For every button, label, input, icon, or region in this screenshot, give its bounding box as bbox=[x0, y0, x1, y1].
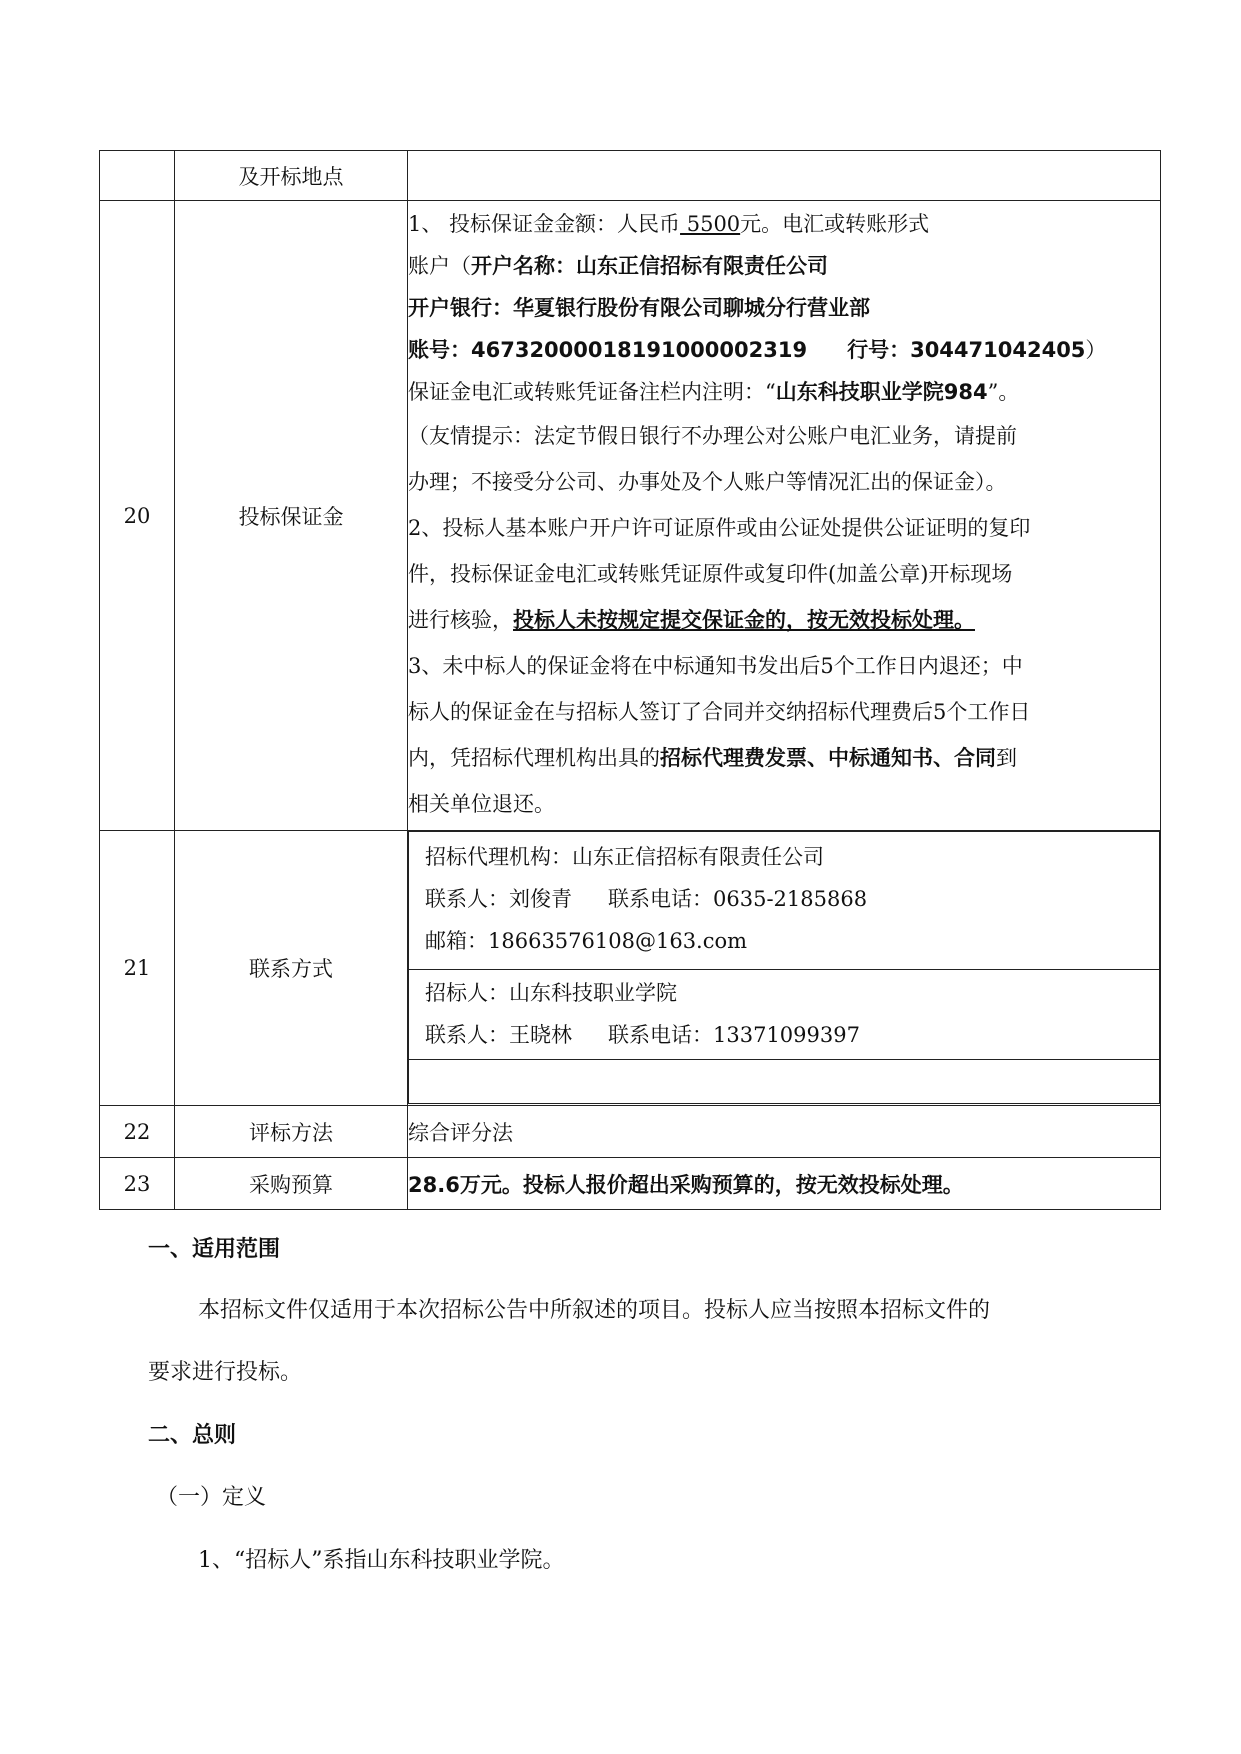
text: 元。电汇或转账形式 bbox=[740, 212, 930, 236]
table-row bbox=[100, 151, 1161, 201]
table-row bbox=[100, 201, 1161, 831]
tenderer-contact-line bbox=[425, 1014, 1159, 1056]
row-item: 投标保证金 bbox=[175, 201, 408, 831]
remark-line bbox=[408, 371, 1160, 413]
text: ） bbox=[1085, 338, 1107, 362]
text: 到 bbox=[996, 746, 1017, 770]
table-row bbox=[100, 831, 1161, 1106]
row-number: 21 bbox=[100, 831, 175, 1106]
text-line bbox=[408, 597, 1160, 643]
text-line: 办理；不接受分公司、办事处及个人账户等情况汇出的保证金）。 bbox=[408, 470, 1007, 494]
row-item: 评标方法 bbox=[175, 1106, 408, 1158]
row-content: 综合评分法 bbox=[408, 1106, 1161, 1158]
text-line: （友情提示：法定节假日银行不办理公对公账户电汇业务，请提前 bbox=[408, 424, 1017, 448]
subsection-heading: （一）定义 bbox=[156, 1485, 267, 1510]
row-number: 23 bbox=[100, 1158, 175, 1210]
agency-contact-person: 联系人：刘俊青 bbox=[425, 887, 572, 911]
empty-block bbox=[409, 1060, 1160, 1104]
row-item: 采购预算 bbox=[175, 1158, 408, 1210]
text-line bbox=[408, 735, 1160, 781]
deposit-amount-line bbox=[408, 203, 1160, 245]
deposit-amount: 5500 bbox=[680, 212, 741, 236]
agency-phone: 联系电话：0635-2185868 bbox=[608, 887, 868, 911]
text-line: 相关单位退还。 bbox=[408, 792, 555, 816]
text: ”。 bbox=[987, 380, 1020, 404]
paragraph-line: 本招标文件仅适用于本次招标公告中所叙述的项目。投标人应当按照本招标文件的 bbox=[198, 1298, 991, 1323]
refund-documents: 招标代理费发票、中标通知书、合同 bbox=[660, 746, 996, 770]
remark-value: 山东科技职业学院984 bbox=[775, 380, 988, 404]
agency-contact-line bbox=[425, 878, 1159, 920]
tender-info-table bbox=[99, 150, 1161, 1210]
table-row bbox=[100, 1106, 1161, 1158]
row-content bbox=[408, 831, 1161, 1106]
account-number: 账号：46732000018191000002319 bbox=[408, 338, 808, 362]
text: 账户（ bbox=[408, 254, 471, 278]
invalid-bid-warning: 投标人未按规定提交保证金的，按无效投标处理。 bbox=[513, 608, 975, 632]
table-row bbox=[100, 1158, 1161, 1210]
row-item: 及开标地点 bbox=[175, 151, 408, 201]
agency-name: 招标代理机构：山东正信招标有限责任公司 bbox=[425, 845, 824, 869]
row-content bbox=[408, 151, 1161, 201]
contact-subtable bbox=[408, 831, 1160, 1104]
row-content bbox=[408, 201, 1161, 831]
text-line: 件，投标保证金电汇或转账凭证原件或复印件(加盖公章)开标现场 bbox=[408, 562, 1013, 586]
account-name-line bbox=[408, 245, 1160, 287]
tenderer-contact-cell bbox=[409, 970, 1160, 1060]
row-number bbox=[100, 151, 175, 201]
account-name: 开户名称：山东正信招标有限责任公司 bbox=[471, 254, 828, 278]
tenderer-name: 招标人：山东科技职业学院 bbox=[425, 981, 677, 1005]
account-number-line bbox=[408, 329, 1160, 371]
bank-number: 行号：304471042405 bbox=[847, 338, 1086, 362]
section-heading: 一、适用范围 bbox=[148, 1237, 281, 1262]
text: 内，凭招标代理机构出具的 bbox=[408, 746, 660, 770]
row-number: 20 bbox=[100, 201, 175, 831]
text-line: 标人的保证金在与招标人签订了合同并交纳招标代理费后5个工作日 bbox=[408, 700, 1031, 724]
agency-contact-cell bbox=[409, 832, 1160, 970]
tenderer-contact-person: 联系人：王晓林 bbox=[425, 1023, 572, 1047]
definition-item: 1、“招标人”系指山东科技职业学院。 bbox=[198, 1548, 565, 1573]
text-line: 2、投标人基本账户开户许可证原件或由公证处提供公证证明的复印 bbox=[408, 516, 1031, 540]
bank-line: 开户银行：华夏银行股份有限公司聊城分行营业部 bbox=[408, 296, 870, 320]
tenderer-contact-block bbox=[409, 970, 1160, 1060]
row-content: 28.6万元。投标人报价超出采购预算的，按无效投标处理。 bbox=[408, 1158, 1161, 1210]
paragraph-line: 要求进行投标。 bbox=[148, 1360, 303, 1385]
section-heading: 二、总则 bbox=[148, 1423, 237, 1448]
tenderer-phone: 联系电话：13371099397 bbox=[608, 1023, 860, 1047]
text-line: 3、未中标人的保证金将在中标通知书发出后5个工作日内退还；中 bbox=[408, 654, 1023, 678]
empty-cell bbox=[409, 1060, 1160, 1104]
text: 进行核验， bbox=[408, 608, 513, 632]
text: 1、 投标保证金金额：人民币 bbox=[408, 212, 681, 236]
text: 保证金电汇或转账凭证备注栏内注明：“ bbox=[408, 380, 776, 404]
agency-email: 邮箱：18663576108@163.com bbox=[425, 929, 748, 953]
agency-contact-block bbox=[409, 832, 1160, 970]
row-item: 联系方式 bbox=[175, 831, 408, 1106]
row-number: 22 bbox=[100, 1106, 175, 1158]
